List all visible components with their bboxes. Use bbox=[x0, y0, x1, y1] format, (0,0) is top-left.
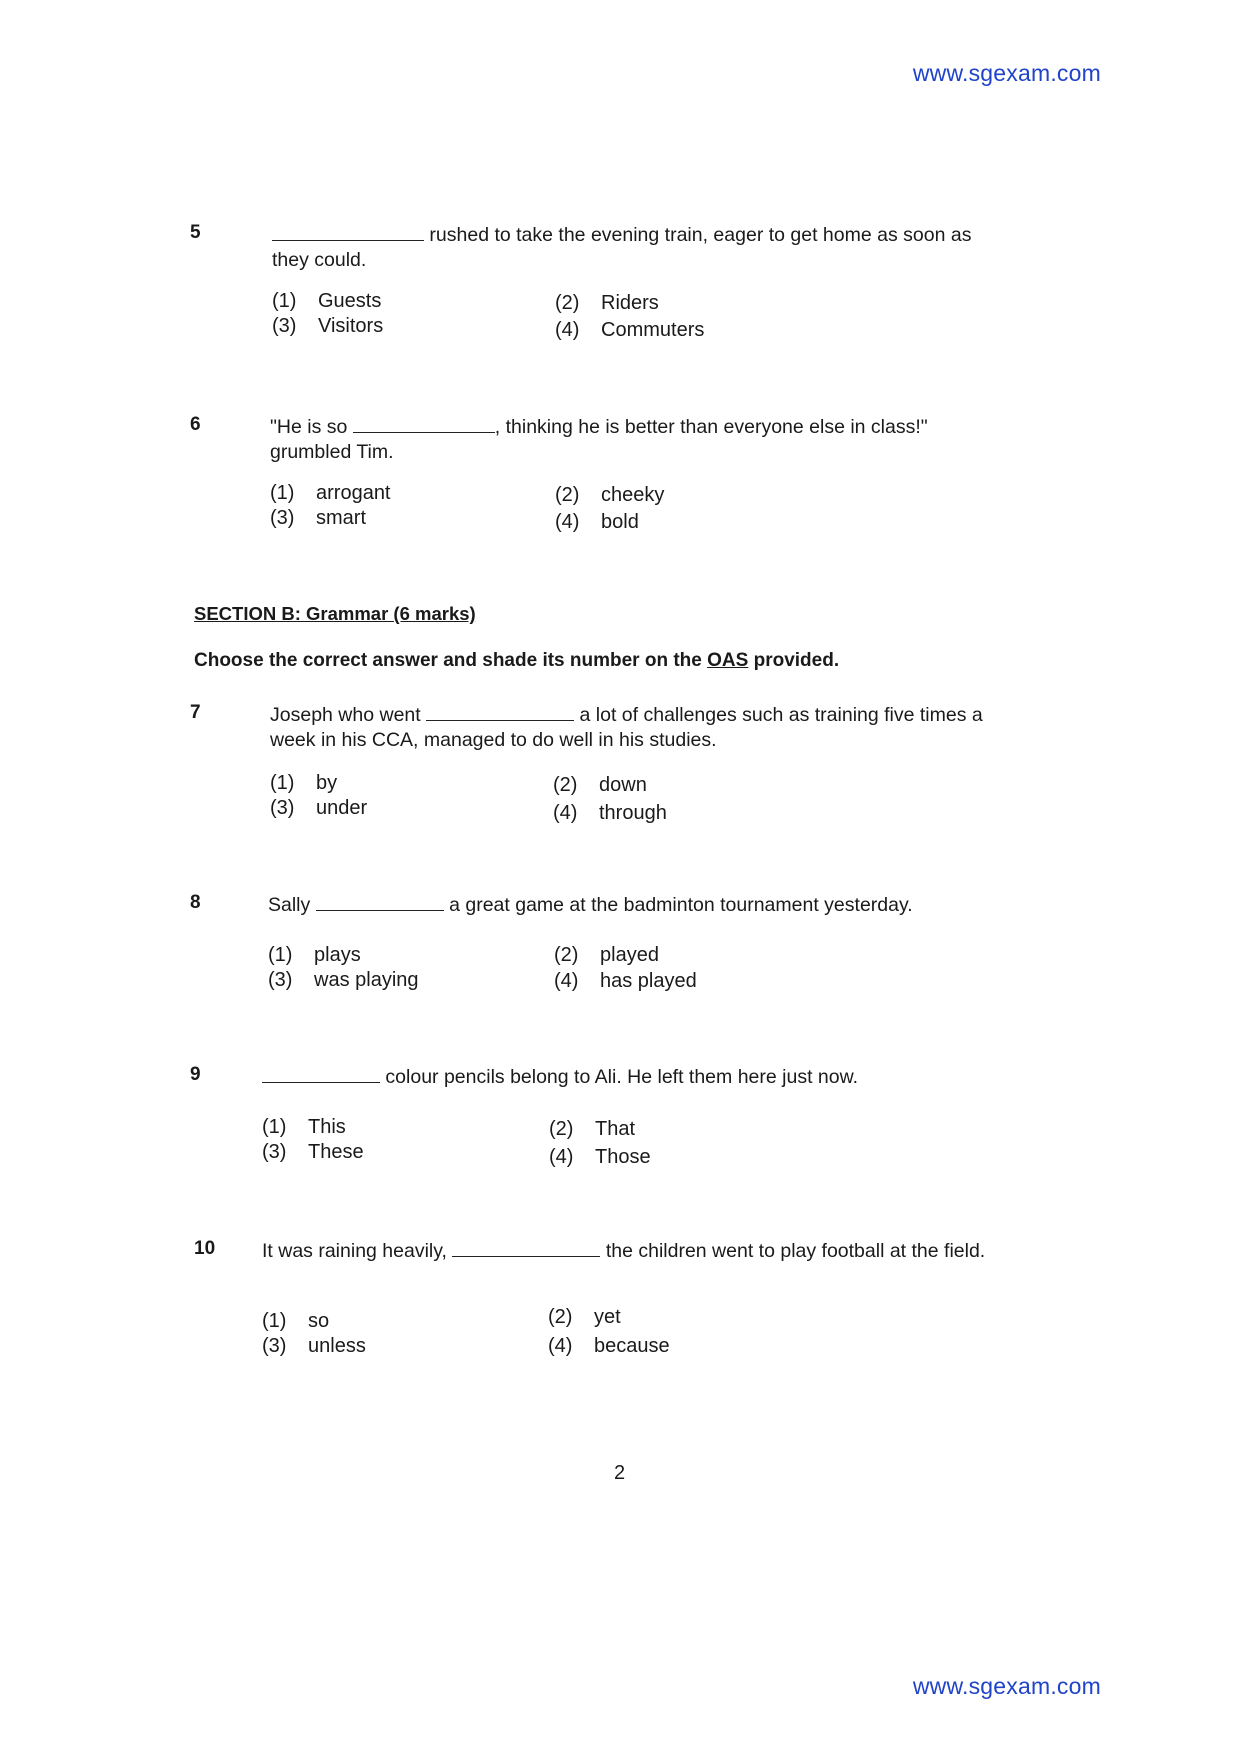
question-text-before: Joseph who went bbox=[270, 704, 427, 726]
header-site-link[interactable]: www.sgexam.com bbox=[912, 60, 1101, 86]
question-text-after: colour pencils belong to Ali. He left them here just now. bbox=[380, 1066, 859, 1088]
option-1[interactable]: (1) This bbox=[262, 1116, 346, 1138]
answer-blank bbox=[262, 1064, 380, 1083]
question-text-after: a lot of challenges such as training five times a week in his CCA, managed to do well in his studies. bbox=[270, 704, 983, 751]
question-text-before: Sally bbox=[268, 894, 316, 916]
option-4[interactable]: (4) bold bbox=[555, 511, 639, 533]
option-1[interactable]: (1) arrogant bbox=[270, 482, 391, 504]
section-instruction: Choose the correct answer and shade its number on the OAS provided. bbox=[194, 650, 840, 671]
option-2[interactable]: (2) down bbox=[553, 774, 647, 796]
question-number: 7 bbox=[190, 702, 201, 723]
answer-blank bbox=[452, 1238, 600, 1257]
option-3[interactable]: (3) unless bbox=[262, 1335, 366, 1357]
section-title: SECTION B: Grammar (6 marks) bbox=[194, 603, 476, 624]
question-text bbox=[262, 1064, 1002, 1090]
question-text-after: a great game at the badminton tournament yesterday. bbox=[443, 894, 913, 916]
option-3[interactable]: (3) These bbox=[262, 1141, 364, 1163]
option-2[interactable]: (2) Riders bbox=[555, 292, 659, 314]
question-text-after: rushed to take the evening train, eager to get home as soon as they could. bbox=[272, 224, 972, 271]
option-4[interactable]: (4) has played bbox=[554, 970, 697, 992]
answer-blank bbox=[426, 702, 574, 721]
option-3[interactable]: (3) was playing bbox=[268, 969, 419, 991]
question-text-after: , thinking he is better than everyone else in class!" grumbled Tim. bbox=[270, 416, 928, 463]
option-3[interactable]: (3) Visitors bbox=[272, 315, 384, 337]
footer-site-link[interactable]: www.sgexam.com bbox=[912, 1673, 1101, 1699]
option-3[interactable]: (3) smart bbox=[270, 507, 366, 529]
option-2[interactable]: (2) played bbox=[554, 944, 659, 966]
option-4[interactable]: (4) Those bbox=[549, 1146, 651, 1168]
option-1[interactable]: (1) plays bbox=[268, 944, 361, 966]
option-4[interactable]: (4) through bbox=[553, 802, 667, 824]
answer-blank bbox=[272, 222, 424, 241]
option-1[interactable]: (1) so bbox=[262, 1310, 330, 1332]
option-1[interactable]: (1) Guests bbox=[272, 290, 382, 312]
question-text-before: It was raining heavily, bbox=[262, 1240, 453, 1262]
question-number: 9 bbox=[190, 1064, 201, 1085]
question-text bbox=[270, 414, 1010, 465]
question-number: 5 bbox=[190, 222, 201, 243]
option-4[interactable]: (4) because bbox=[548, 1335, 670, 1357]
answer-blank bbox=[316, 892, 444, 911]
question-text-after: the children went to play football at the field. bbox=[600, 1240, 986, 1262]
question-number: 10 bbox=[194, 1238, 216, 1259]
option-3[interactable]: (3) under bbox=[270, 797, 368, 819]
question-text bbox=[262, 1238, 1002, 1264]
question-text bbox=[272, 222, 1012, 273]
option-2[interactable]: (2) yet bbox=[548, 1306, 621, 1328]
question-number: 8 bbox=[190, 892, 201, 913]
question-text-before: "He is so bbox=[270, 416, 353, 438]
option-4[interactable]: (4) Commuters bbox=[555, 319, 705, 341]
question-text bbox=[270, 702, 1010, 753]
option-2[interactable]: (2) cheeky bbox=[555, 484, 665, 506]
answer-blank bbox=[353, 414, 495, 433]
question-number: 6 bbox=[190, 414, 201, 435]
question-text bbox=[268, 892, 1008, 918]
option-2[interactable]: (2) That bbox=[549, 1118, 636, 1140]
page-number: 2 bbox=[613, 1462, 626, 1484]
option-1[interactable]: (1) by bbox=[270, 772, 338, 794]
